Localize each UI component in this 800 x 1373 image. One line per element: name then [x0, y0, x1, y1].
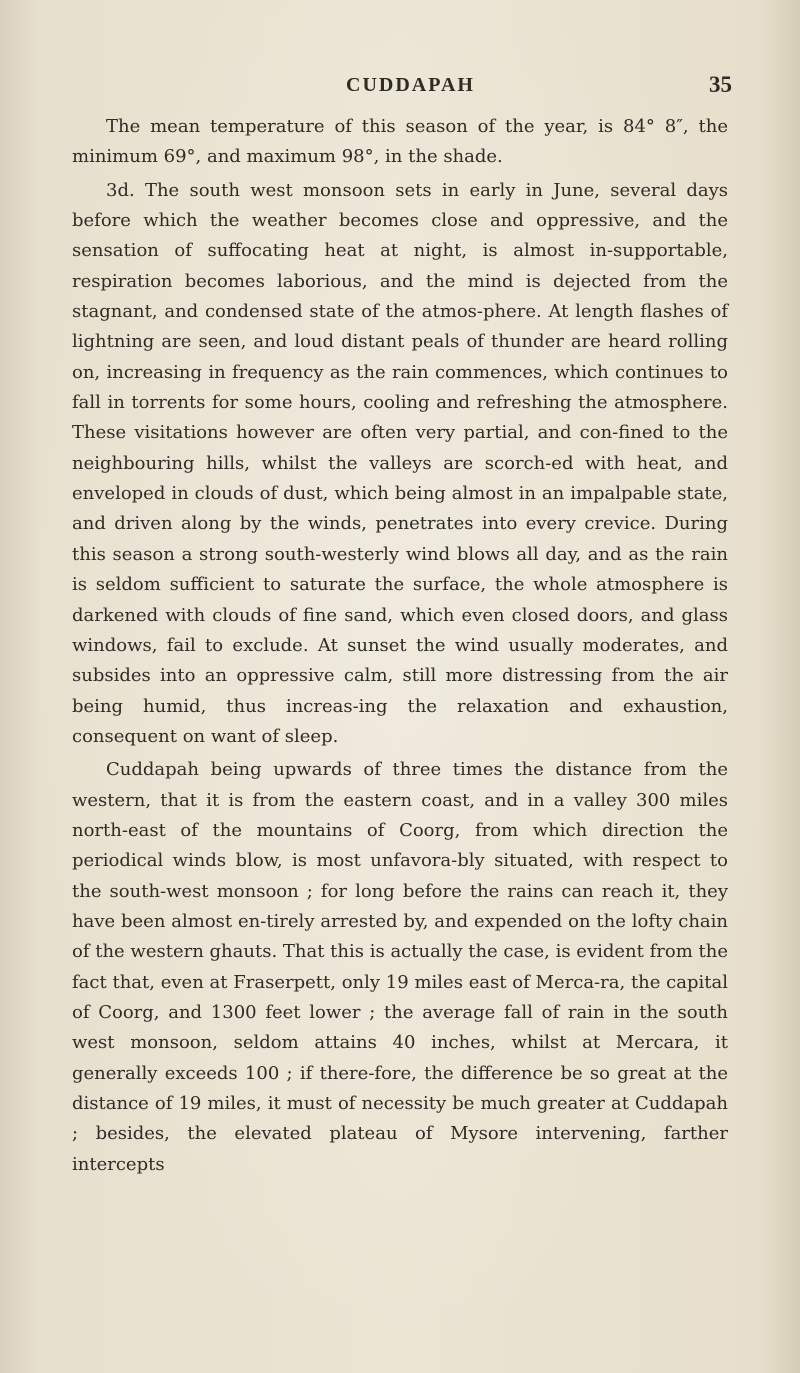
paragraph-cuddapah-situation: Cuddapah being upwards of three times the distance from the western, that it is from the eastern coast, and in a valley 300 miles north-east of the mountains of Coorg, from which direction the periodical winds blow, is most unfavora-bly situated, with respect to the south-west monsoon ; for long before the rains can reach it, they have been almost en-tirely arrested by, and expended on the lofty chain of the western ghauts. That this is actually the case, is evident from the fact that, even at Fraserpett, only 19 miles east of Merca-ra, the capital of Coorg, and 1300 feet lower ; the average fall of rain in the south west monsoon, seldom attains 40 inches, whilst at Mercara, it generally exceeds 100 ; if there-fore, the difference be so great at the distance of 19 miles, it must of necessity be much greater at Cuddapah ; besides, the elevated plateau of Mysore intervening, farther intercepts	[72, 759, 728, 1175]
body-text	[72, 112, 728, 1180]
page-header	[0, 74, 800, 104]
running-head: CUDDAPAH	[346, 74, 475, 96]
paragraph-southwest-monsoon: 3d. The south west monsoon sets in early in June, several days before which the weather becomes close and oppressive, and the sensation of suffocating heat at night, is almost in-supportable, respiration becomes laborious, and the mind is dejected from the stagnant, and condensed state of the atmos-phere. At length flashes of lightning are seen, and loud distant peals of thunder are heard rolling on, increasing in frequency as the rain commences, which continues to fall in torrents for some hours, cooling and refreshing the atmosphere. These visitations however are often very partial, and con-fined to the neighbouring hills, whilst the valleys are scorch-ed with heat, and enveloped in clouds of dust, which being almost in an impalpable state, and driven along by the winds, penetrates into every crevice. During this season a strong south-westerly wind blows all day, and as the rain is seldom sufficient to saturate the surface, the whole atmosphere is darkened with clouds of fine sand, which even closed doors, and glass windows, fail to exclude. At sunset the wind usually moderates, and subsides into an oppressive calm, still more distressing from the air being humid, thus increas-ing the relaxation and exhaustion, consequent on want of sleep.	[72, 179, 728, 747]
paragraph-temperature: The mean temperature of this season of the year, is 84° 8″, the minimum 69°, and maximum 98°, in the shade.	[72, 116, 728, 168]
page-number: 35	[709, 72, 732, 97]
